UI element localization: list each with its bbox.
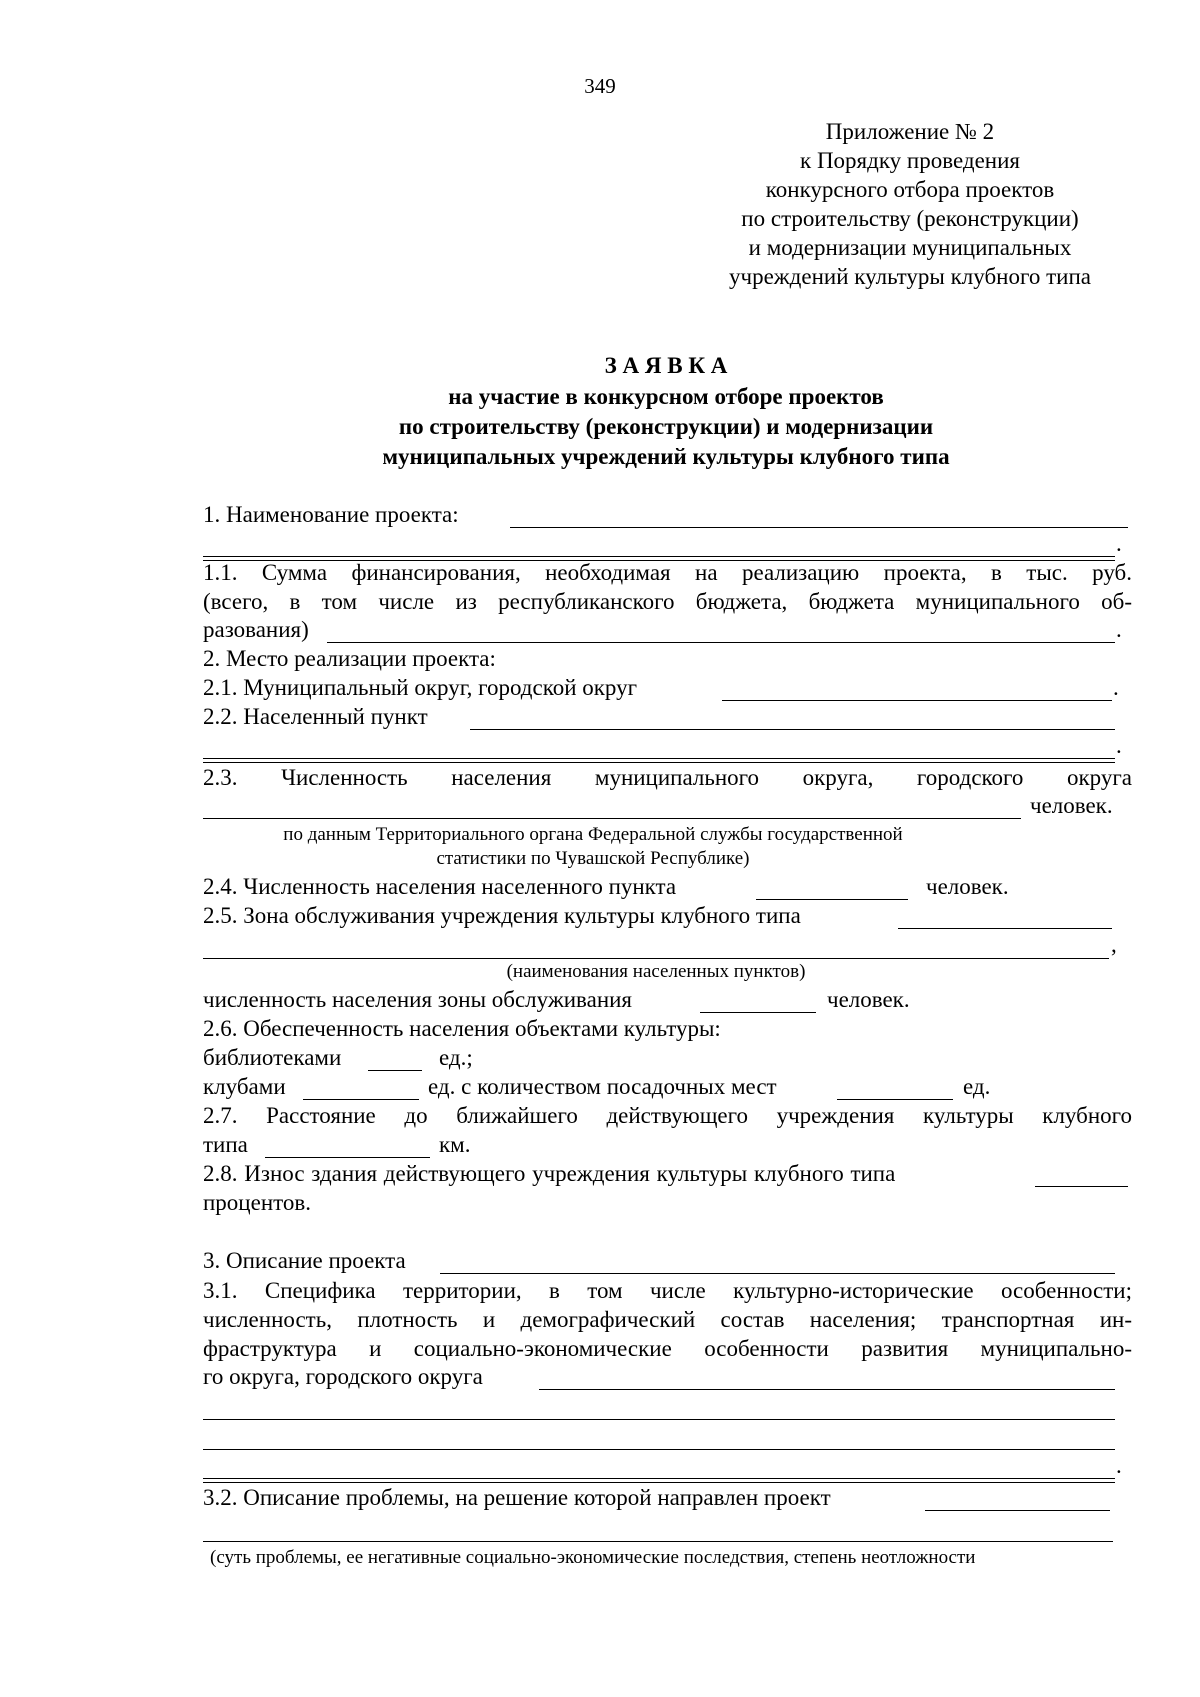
- field-3-1-text: [203, 1276, 1132, 1363]
- municipal-district-field[interactable]: [722, 700, 1112, 701]
- field-2-5-label: 2.5. Зона обслуживания учреждения культуры клубного типа: [203, 903, 801, 928]
- field-2-7-line: 2.7. Расстояние до ближайшего действующего учреждения культуры клубного: [203, 1103, 1132, 1128]
- field-2-5-pop-label: численность населения зоны обслуживания: [203, 987, 633, 1012]
- field-3-1-line: 3.1. Специфика территории, в том числе культурно-исторические особенности;: [203, 1278, 1132, 1303]
- field-2-3-text: [203, 763, 1132, 792]
- field-2-4-unit: человек.: [926, 874, 1009, 899]
- appendix-line: Приложение № 2: [825, 119, 995, 144]
- field-1-1-line: разования): [203, 617, 309, 642]
- zone-population-field[interactable]: [700, 1012, 816, 1013]
- title-line: муниципальных учреждений культуры клубного типа: [382, 444, 950, 469]
- punct-period: .: [1116, 617, 1122, 642]
- field-2-7-text: [203, 1101, 1132, 1130]
- field-2-5-pop-unit: человек.: [827, 987, 910, 1012]
- field-2-8-b: процентов.: [203, 1190, 311, 1215]
- field-2-3-line: 2.3. Численность населения муниципального округа, городского округа: [203, 765, 1132, 790]
- field-3-1-last: го округа, городского округа: [203, 1364, 483, 1389]
- field-2-6-label: 2.6. Обеспеченность населения объектами культуры:: [203, 1016, 721, 1041]
- service-zone-field[interactable]: [898, 928, 1112, 929]
- title-line: по строительству (реконструкции) и модернизации: [398, 414, 934, 439]
- territory-specifics-field-cont[interactable]: [203, 1419, 1115, 1420]
- project-name-field[interactable]: [510, 527, 1128, 528]
- appendix-line: по строительству (реконструкции): [741, 206, 1079, 231]
- district-population-field[interactable]: [203, 818, 1021, 819]
- title-line: на участие в конкурсном отборе проектов: [448, 384, 884, 409]
- libraries-unit: ед.;: [439, 1045, 473, 1070]
- territory-specifics-field[interactable]: [539, 1389, 1115, 1390]
- project-description-field[interactable]: [440, 1273, 1115, 1274]
- page-number: 349: [584, 74, 616, 98]
- field-1-label: 1. Наименование проекта:: [203, 502, 459, 527]
- libraries-count-field[interactable]: [368, 1070, 422, 1071]
- appendix-line: конкурсного отбора проектов: [765, 177, 1055, 202]
- settlement-field[interactable]: [470, 729, 1115, 730]
- field-2-3-note: по данным Территориального органа Федеральной службы государственной: [283, 824, 903, 845]
- settlement-field-cont[interactable]: [203, 758, 1115, 759]
- field-2-label: 2. Место реализации проекта:: [203, 646, 496, 671]
- appendix-line: учреждений культуры клубного типа: [729, 264, 1091, 289]
- libraries-label: библиотеками: [203, 1045, 342, 1070]
- punct-period: .: [1116, 1453, 1122, 1478]
- field-2-3-unit: человек.: [1030, 793, 1113, 818]
- field-1-1-line: (всего, в том числе из республиканского бюджета, бюджета муниципального об-: [203, 589, 1132, 614]
- field-2-3-note: статистики по Чувашской Республике): [436, 848, 750, 869]
- territory-specifics-field-cont[interactable]: [203, 1449, 1115, 1450]
- title-heading: З А Я В К А: [604, 353, 728, 378]
- building-wear-field[interactable]: [1035, 1186, 1128, 1187]
- problem-description-field[interactable]: [925, 1510, 1110, 1511]
- clubs-seats-field[interactable]: [837, 1099, 953, 1100]
- clubs-label: клубами: [203, 1074, 286, 1099]
- separator-line: [203, 1482, 1115, 1483]
- punct-comma: ,: [1111, 932, 1117, 957]
- field-2-7-b: типа: [203, 1132, 248, 1157]
- field-1-1-text: [203, 558, 1132, 616]
- punct-period: .: [1113, 675, 1119, 700]
- distance-field[interactable]: [265, 1157, 430, 1158]
- field-3-2-note: (суть проблемы, ее негативные социально-экономические последствия, степень неотложности: [210, 1547, 976, 1568]
- field-2-8-label: 2.8. Износ здания действующего учреждения культуры клубного типа: [203, 1161, 896, 1186]
- field-3-1-line: фраструктура и социально-экономические особенности развития муниципально-: [203, 1336, 1132, 1361]
- field-2-1-label: 2.1. Муниципальный округ, городской округ: [203, 675, 638, 700]
- problem-description-field-cont[interactable]: [203, 1541, 1113, 1542]
- appendix-line: и модернизации муниципальных: [748, 235, 1072, 260]
- field-3-1-line: численность, плотность и демографический состав населения; транспортная ин-: [203, 1307, 1132, 1332]
- clubs-count-field[interactable]: [303, 1099, 419, 1100]
- field-2-5-note: (наименования населенных пунктов): [506, 961, 806, 982]
- field-2-2-label: 2.2. Населенный пункт: [203, 704, 428, 729]
- funding-amount-field[interactable]: [327, 642, 1115, 643]
- punct-period: .: [1116, 531, 1122, 556]
- territory-specifics-field-cont[interactable]: [203, 1478, 1115, 1479]
- punct-period: .: [1116, 733, 1122, 758]
- field-2-7-unit: км.: [439, 1132, 471, 1157]
- service-zone-field-cont[interactable]: [203, 958, 1109, 959]
- field-1-1-line: 1.1. Сумма финансирования, необходимая на реализацию проекта, в тыс. руб.: [203, 560, 1132, 585]
- clubs-seats-unit: ед.: [963, 1074, 991, 1099]
- clubs-seats-label: ед. с количеством посадочных мест: [428, 1074, 777, 1099]
- project-name-field-cont[interactable]: [203, 556, 1115, 557]
- field-2-4-label: 2.4. Численность населения населенного пункта: [203, 874, 677, 899]
- field-3-2-label: 3.2. Описание проблемы, на решение которой направлен проект: [203, 1485, 831, 1510]
- field-3-label: 3. Описание проекта: [203, 1248, 406, 1273]
- settlement-population-field[interactable]: [756, 899, 908, 900]
- appendix-line: к Порядку проведения: [800, 148, 1020, 173]
